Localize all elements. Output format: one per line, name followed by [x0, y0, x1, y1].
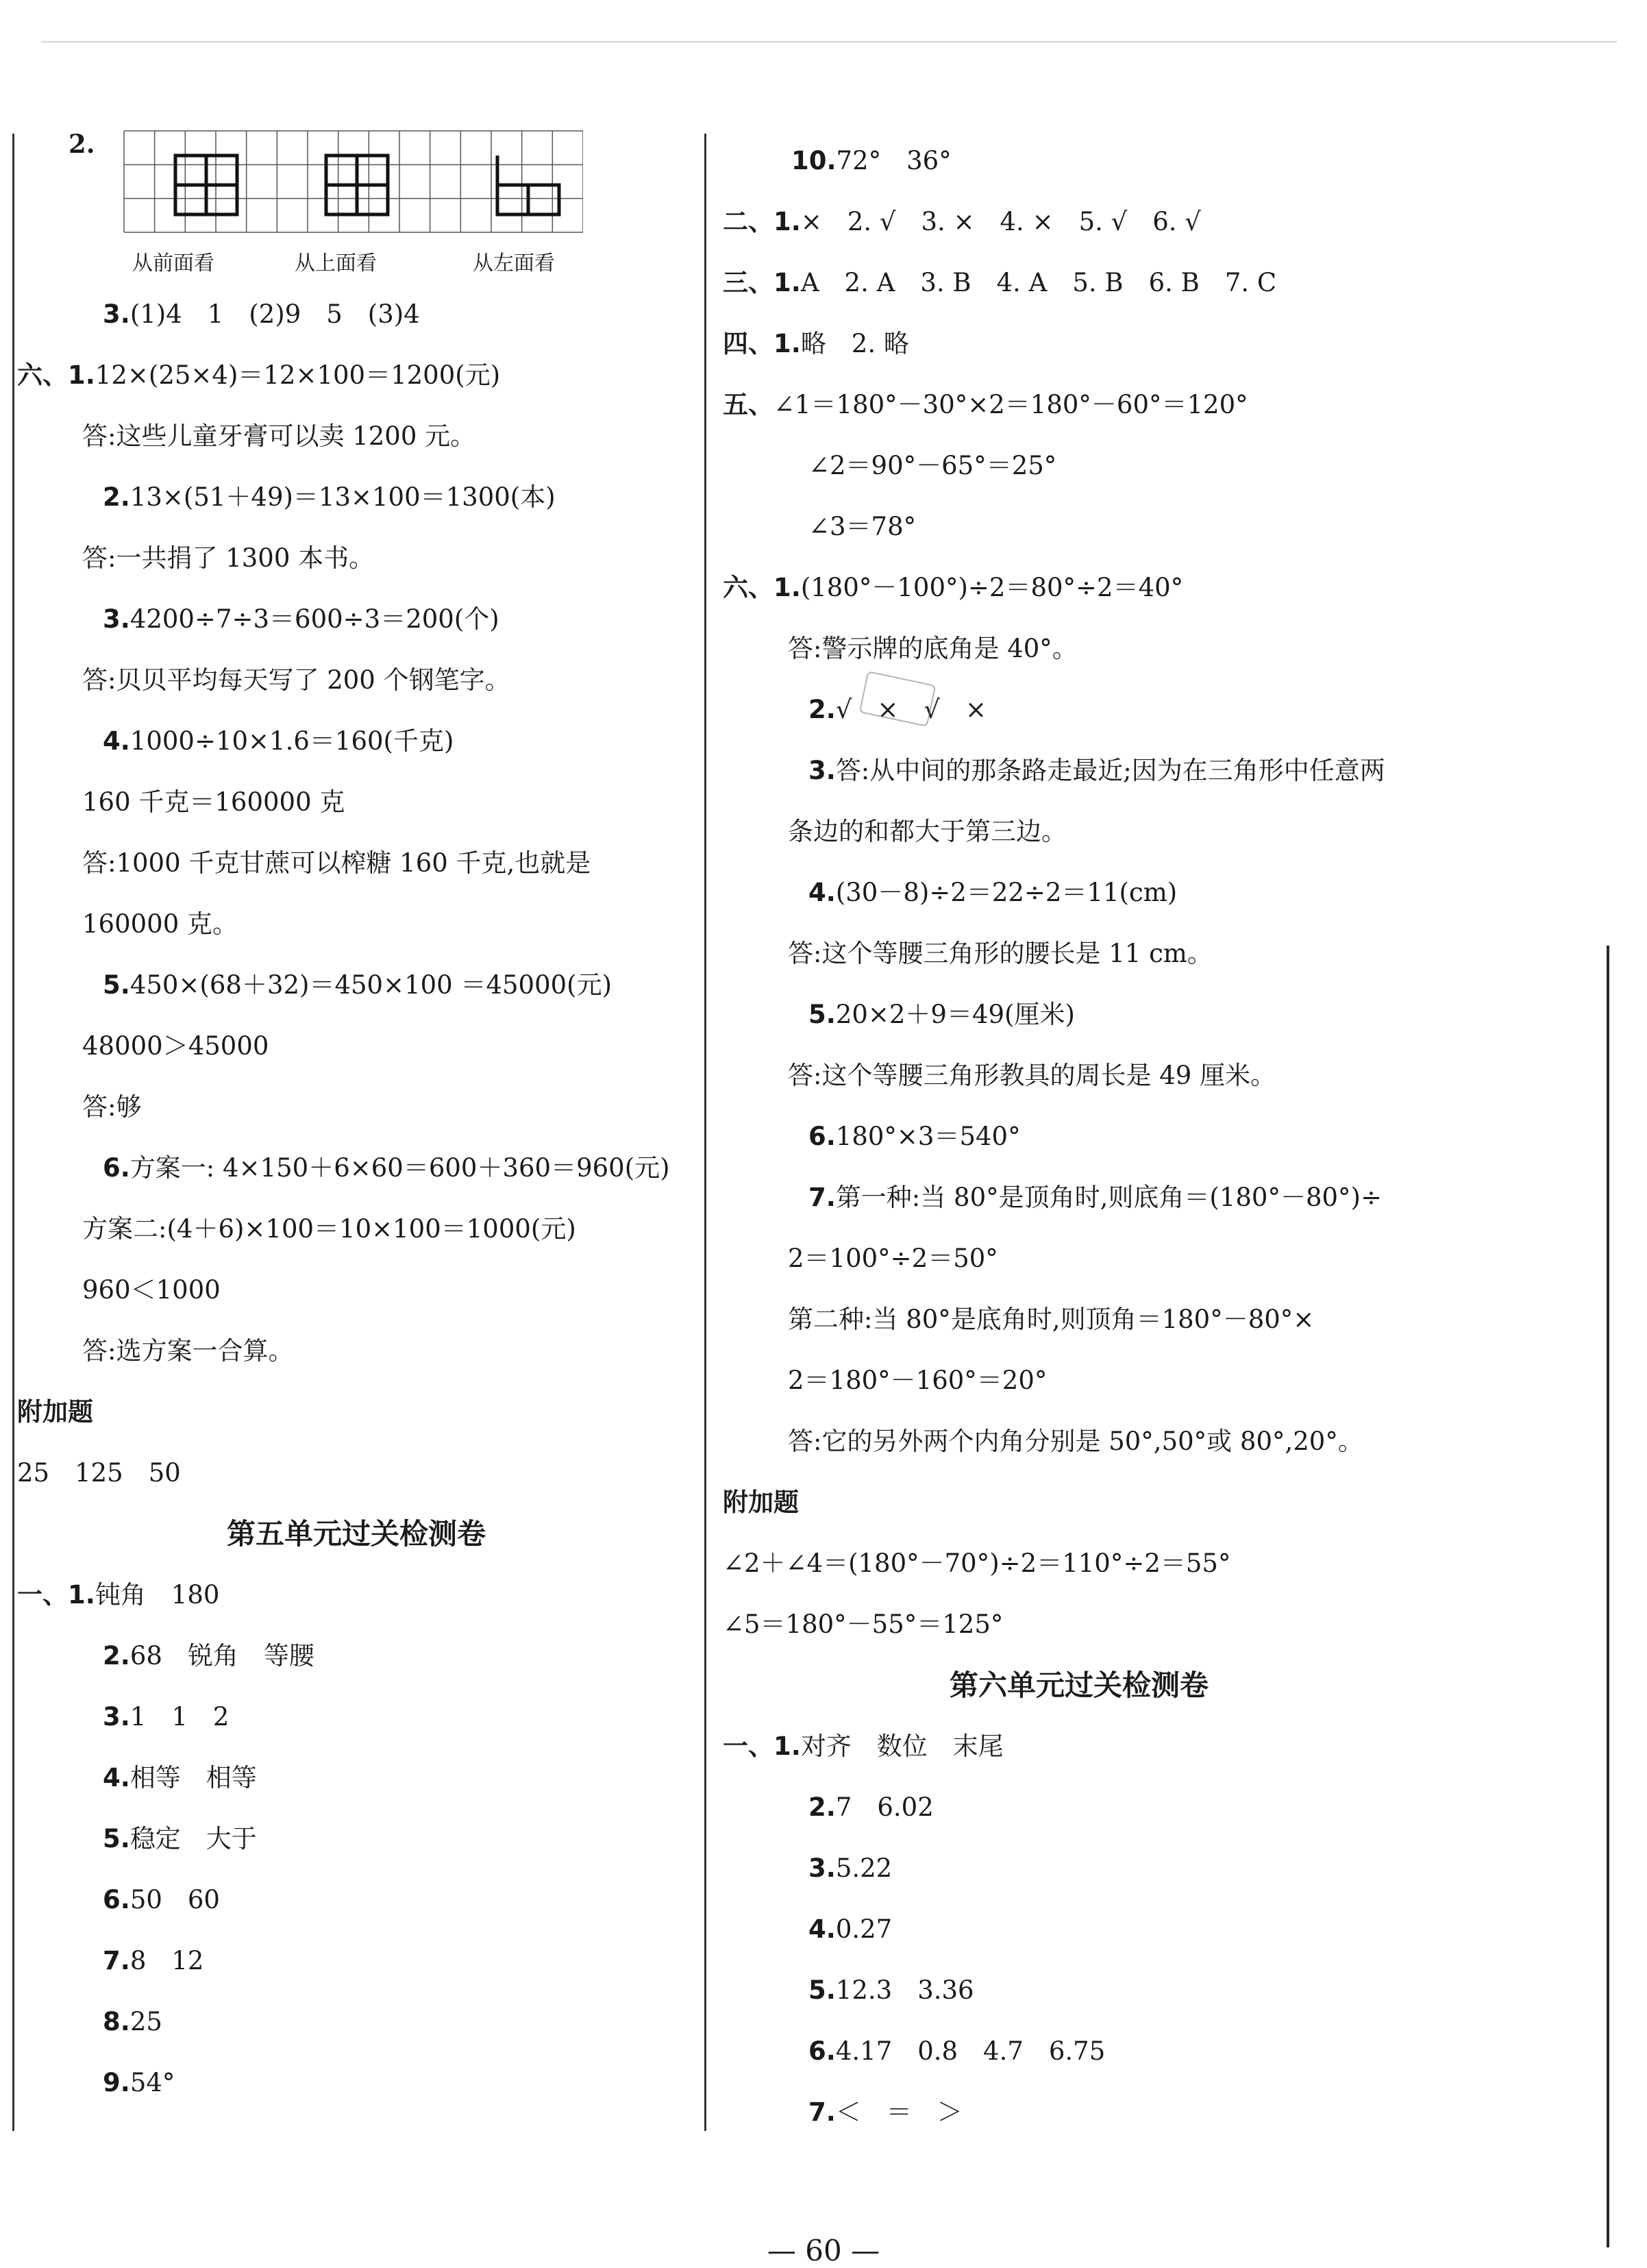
answer-text: 答:够 [82, 1092, 142, 1122]
answer-text: 相等 相等 [129, 1763, 257, 1792]
answer-line [723, 496, 1435, 557]
item-number: 4. [808, 1914, 836, 1944]
answer-text: 8 12 [129, 1946, 204, 1975]
answer-line [723, 1716, 1435, 1777]
answer-line [723, 1411, 1435, 1472]
page-number: — 60 — [767, 2234, 880, 2267]
answer-line [17, 1381, 695, 1442]
answer-text: 68 锐角 等腰 [129, 1641, 314, 1671]
item-number: 8. [103, 2007, 130, 2036]
answer-text: 答:一共捐了 1300 本书。 [82, 543, 375, 573]
answer-text: (30－8)÷2＝22÷2＝11(cm) [835, 878, 1178, 907]
answer-text: 20×2＋9＝49(厘米) [835, 1000, 1075, 1029]
item-number: 2. [69, 129, 95, 159]
answer-line [17, 1076, 695, 1137]
answer-text: 48000＞45000 [82, 1031, 269, 1061]
answer-line [17, 2052, 695, 2113]
answer-line [17, 711, 695, 772]
answer-line [17, 467, 695, 528]
answer-text: 答:这个等腰三角形的腰长是 11 cm。 [788, 939, 1213, 968]
item-number: 3. [808, 756, 836, 785]
answer-line [723, 1899, 1435, 1960]
item-number: 附加题 [17, 1397, 93, 1427]
answer-line [723, 2021, 1435, 2082]
answer-text: ∠1＝180°－30°×2＝180°－60°＝120° [773, 390, 1248, 419]
right-column [723, 130, 1435, 2143]
answer-text: 25 125 50 [17, 1458, 181, 1488]
answer-line [723, 1350, 1435, 1411]
item-number: 7. [103, 1946, 130, 1975]
item-number: 5. [103, 1824, 130, 1853]
answer-line [723, 1167, 1435, 1228]
item-number: 3. [808, 1853, 836, 1883]
right-answer-lines [723, 130, 1435, 2143]
answer-text: 第一种:当 80°是顶角时,则底角＝(180°－80°)÷ [835, 1183, 1382, 1212]
item-number: 4. [808, 878, 836, 907]
answer-line [17, 1137, 695, 1198]
answer-line [17, 833, 695, 893]
answer-text: 钝角 180 [95, 1580, 220, 1610]
item-number: 2. [103, 1641, 130, 1671]
answer-line [17, 1686, 695, 1747]
item-number: 9. [103, 2068, 130, 2097]
answer-text: 12×(25×4)＝12×100＝1200(元) [95, 360, 501, 390]
answer-text: A 2. A 3. B 4. A 5. B 6. B 7. C [800, 268, 1277, 297]
answer-text: √ × √ × [835, 695, 987, 724]
answer-line [17, 1808, 695, 1869]
answer-text: (180°－100°)÷2＝80°÷2＝40° [800, 573, 1184, 602]
answer-line [723, 1594, 1435, 1655]
item-number: 4. [103, 726, 130, 756]
item-number: 6. [103, 1153, 130, 1183]
item-number: 六、1. [723, 573, 801, 602]
answer-text: 方案二:(4＋6)×100＝10×100＝1000(元) [82, 1214, 576, 1244]
answer-line [17, 1625, 695, 1686]
answer-text: ＜ ＝ ＞ [835, 2097, 963, 2127]
section-title: 第六单元过关检测卷 [949, 1668, 1209, 1702]
view-grid-figure [103, 130, 583, 233]
answer-text: 对齐 数位 末尾 [800, 1731, 1004, 1761]
answer-text: 72° 36° [836, 146, 952, 175]
answer-text: 0.27 [835, 1914, 893, 1944]
answer-line [723, 1960, 1435, 2021]
item-number: 一、1. [17, 1580, 95, 1610]
answer-text: 4.17 0.8 4.7 6.75 [835, 2036, 1106, 2066]
answer-text: 答:贝贝平均每天写了 200 个钢笔字。 [82, 665, 510, 695]
view-grid-block [17, 130, 695, 284]
answer-line [17, 1442, 695, 1503]
answer-text: 1000÷10×1.6＝160(千克) [129, 726, 454, 756]
answer-text: 略 2. 略 [800, 329, 909, 358]
left-margin-rule [12, 134, 14, 2131]
answer-text: 450×(68＋32)＝450×100 ＝45000(元) [129, 970, 612, 1000]
answer-text: ∠2＋∠4＝(180°－70°)÷2＝110°÷2＝55° [723, 1549, 1231, 1578]
answer-line [17, 772, 695, 833]
answer-line [723, 740, 1435, 801]
answer-text: 5.22 [835, 1853, 893, 1883]
item-number: 2. [103, 482, 130, 512]
answer-line [723, 435, 1435, 496]
answer-text: 50 60 [129, 1885, 220, 1914]
answer-text: 180°×3＝540° [835, 1122, 1021, 1151]
answer-text: (1)4 1 (2)9 5 (3)4 [129, 299, 420, 329]
answer-text: 方案一: 4×150＋6×60＝600＋360＝960(元) [129, 1153, 670, 1183]
answer-line [17, 284, 695, 345]
answer-line [17, 1869, 695, 1930]
item-number: 4. [103, 1763, 130, 1792]
answer-line [723, 1472, 1435, 1533]
left-answer-lines [17, 284, 695, 2113]
answer-text: 答:1000 千克甘蔗可以榨糖 160 千克,也就是 [82, 848, 591, 878]
answer-line [17, 1320, 695, 1381]
answer-line [723, 679, 1435, 740]
top-border-line [41, 41, 1617, 42]
answer-text: 答:这个等腰三角形教具的周长是 49 厘米。 [788, 1061, 1276, 1090]
item-number: 6. [103, 1885, 130, 1914]
column-divider [704, 134, 706, 2131]
item-number: 五、 [723, 390, 773, 419]
item-number: 一、1. [723, 1731, 801, 1761]
answer-line [723, 923, 1435, 984]
answer-line [723, 862, 1435, 923]
item-number: 四、1. [723, 329, 801, 358]
view-label-front: 从前面看 [132, 251, 214, 275]
answer-line [17, 954, 695, 1015]
answer-line [17, 528, 695, 589]
answer-line [723, 984, 1435, 1045]
answer-line [723, 313, 1435, 374]
page-edge-shadow [1607, 946, 1609, 2247]
answer-line [17, 1015, 695, 1076]
answer-text: 54° [129, 2068, 175, 2097]
answer-text: 4200÷7÷3＝600÷3＝200(个) [129, 604, 499, 634]
item-number: 5. [808, 1975, 836, 2005]
item-number: 6. [808, 1122, 836, 1151]
answer-text: 13×(51＋49)＝13×100＝1300(本) [129, 482, 556, 512]
item-number: 5. [808, 1000, 836, 1029]
answer-line [723, 801, 1435, 862]
item-number: 2. [808, 695, 836, 724]
answer-line [17, 345, 695, 406]
item-number: 6. [808, 2036, 836, 2066]
answer-text: 答:它的另外两个内角分别是 50°,50°或 80°,20°。 [788, 1427, 1363, 1456]
item-number: 3. [103, 1702, 130, 1731]
view-label-left: 从左面看 [473, 251, 555, 275]
answer-line [723, 1289, 1435, 1350]
answer-text: 960＜1000 [82, 1275, 221, 1305]
answer-line [723, 1228, 1435, 1289]
item-number: 2. [808, 1792, 836, 1822]
answer-text: 第二种:当 80°是底角时,则顶角＝180°－80°× [788, 1305, 1315, 1334]
item-number: 10. [791, 146, 837, 175]
answer-line [723, 1045, 1435, 1106]
answer-text: ∠2＝90°－65°＝25° [808, 451, 1057, 480]
answer-text: 答:选方案一合算。 [82, 1336, 294, 1366]
answer-text: 答:这些儿童牙膏可以卖 1200 元。 [82, 421, 476, 451]
answer-text: 25 [129, 2007, 162, 2036]
answer-line [17, 1198, 695, 1259]
answer-text: 答:警示牌的底角是 40°。 [788, 634, 1078, 663]
answer-text: ∠5＝180°－55°＝125° [723, 1610, 1004, 1639]
answer-text: 7 6.02 [835, 1792, 934, 1822]
answer-line [723, 1838, 1435, 1899]
item-number: 5. [103, 970, 130, 1000]
item-number: 三、1. [723, 268, 801, 297]
item-number: 3. [103, 604, 130, 634]
answer-text: ∠3＝78° [808, 512, 917, 541]
answer-line [723, 191, 1435, 252]
section-title: 第五单元过关检测卷 [226, 1517, 486, 1551]
left-column [17, 130, 695, 2113]
answer-line [723, 2082, 1435, 2143]
answer-line [17, 1259, 695, 1320]
answer-line [17, 406, 695, 467]
answer-line [723, 252, 1435, 313]
item-number: 3. [103, 299, 130, 329]
item-number: 二、1. [723, 207, 801, 236]
answer-line [723, 557, 1435, 618]
answer-line [723, 130, 1435, 191]
answer-line [723, 1533, 1435, 1594]
answer-text: 条边的和都大于第三边。 [788, 817, 1067, 846]
item-number: 7. [808, 1183, 836, 1212]
answer-text: 稳定 大于 [129, 1824, 257, 1853]
answer-text: 2＝100°÷2＝50° [788, 1244, 998, 1273]
view-label-top: 从上面看 [295, 251, 377, 275]
answer-line [17, 589, 695, 650]
answer-line [17, 650, 695, 711]
answer-text: 160000 克。 [82, 909, 238, 939]
answer-line [723, 374, 1435, 435]
answer-line [17, 1747, 695, 1808]
answer-text: 2＝180°－160°＝20° [788, 1366, 1048, 1395]
answer-line [17, 893, 695, 954]
answer-line [723, 618, 1435, 679]
answer-line [17, 1564, 695, 1625]
watermark-stamp [850, 668, 945, 730]
answer-text: 12.3 3.36 [835, 1975, 974, 2005]
answer-line [17, 1991, 695, 2052]
answer-text: × 2. √ 3. × 4. × 5. √ 6. √ [800, 207, 1201, 236]
answer-line [723, 1777, 1435, 1838]
answer-text: 160 千克＝160000 克 [82, 787, 345, 817]
item-number: 附加题 [723, 1488, 799, 1517]
item-number: 7. [808, 2097, 836, 2127]
answer-line [723, 1106, 1435, 1167]
answer-line [17, 1930, 695, 1991]
item-number: 六、1. [17, 360, 95, 390]
answer-text: 1 1 2 [129, 1702, 230, 1731]
answer-text: 答:从中间的那条路走最近;因为在三角形中任意两 [835, 756, 1385, 785]
